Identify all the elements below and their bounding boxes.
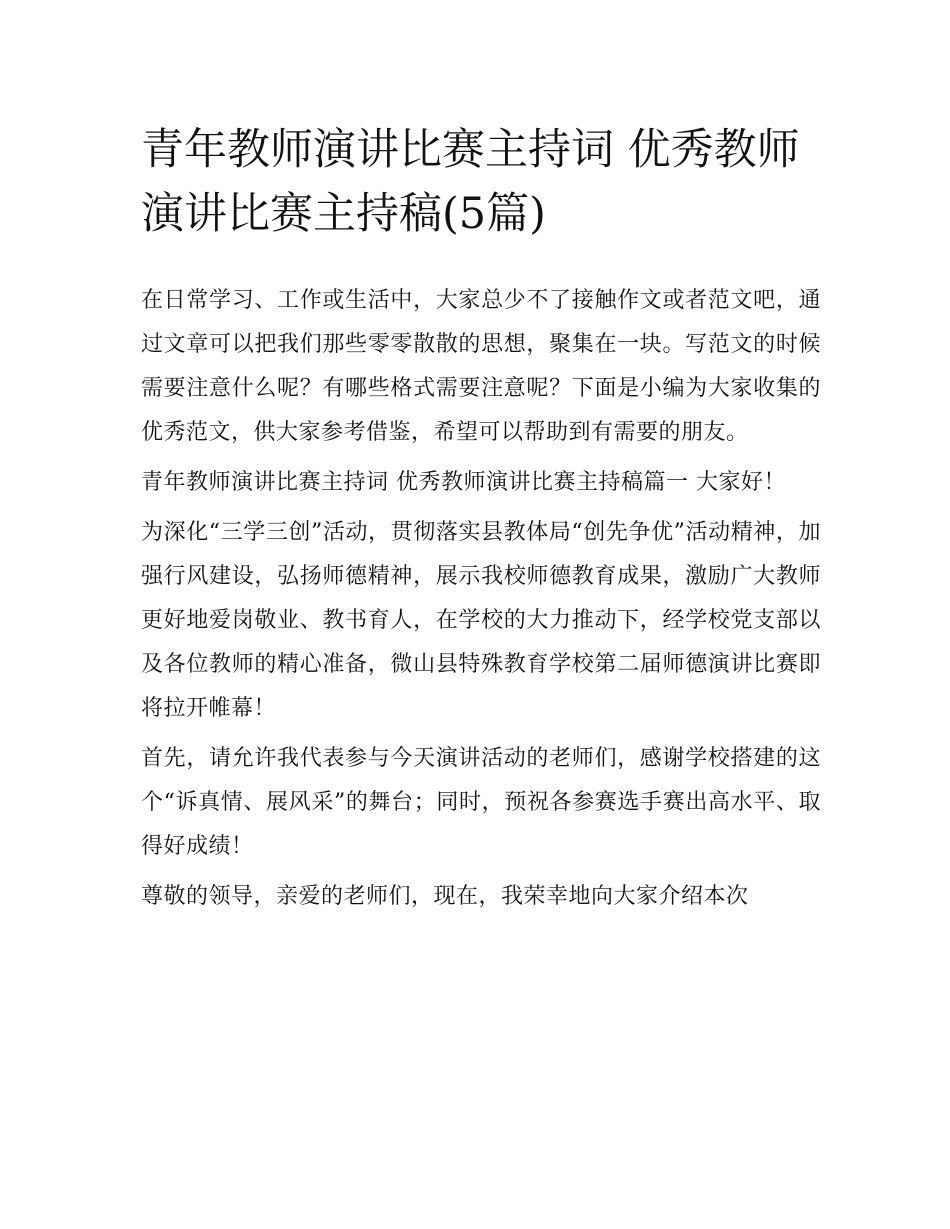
- paragraph-intro: 在日常学习、工作或生活中，大家总少不了接触作文或者范文吧，通过文章可以把我们那些零零散散的思想，聚集在一块。写范文的时候需要注意什么呢？有哪些格式需要注意呢？下面是小编为大家收集的优秀范文，供大家参考借鉴，希望可以帮助到有需要的朋友。: [141, 288, 821, 445]
- paragraph-thanks: 首先，请允许我代表参与今天演讲活动的老师们，感谢学校搭建的这个“诉真情、展风采”的舞台；同时，预祝各参赛选手赛出高水平、取得好成绩！: [141, 746, 821, 859]
- document-title: 青年教师演讲比赛主持词 优秀教师演讲比赛主持稿(5篇): [141, 125, 800, 239]
- paragraph-introduction: 尊敬的领导，亲爱的老师们，现在，我荣幸地向大家介绍本次: [141, 884, 749, 909]
- paragraph-opening: 为深化“三学三创”活动，贯彻落实县教体局“创先争优”活动精神，加强行风建设，弘扬师德精神，展示我校师德教育成果，激励广大教师更好地爱岗敬业、教书育人，在学校的大力推动下，经学校党支部以及各位教师的精心准备，微山县特殊教育学校第二届师德演讲比赛即将拉开帷幕！: [141, 520, 821, 721]
- paragraph-section-heading: 青年教师演讲比赛主持词 优秀教师演讲比赛主持稿篇一 大家好！: [141, 470, 786, 495]
- document-body: [141, 279, 821, 919]
